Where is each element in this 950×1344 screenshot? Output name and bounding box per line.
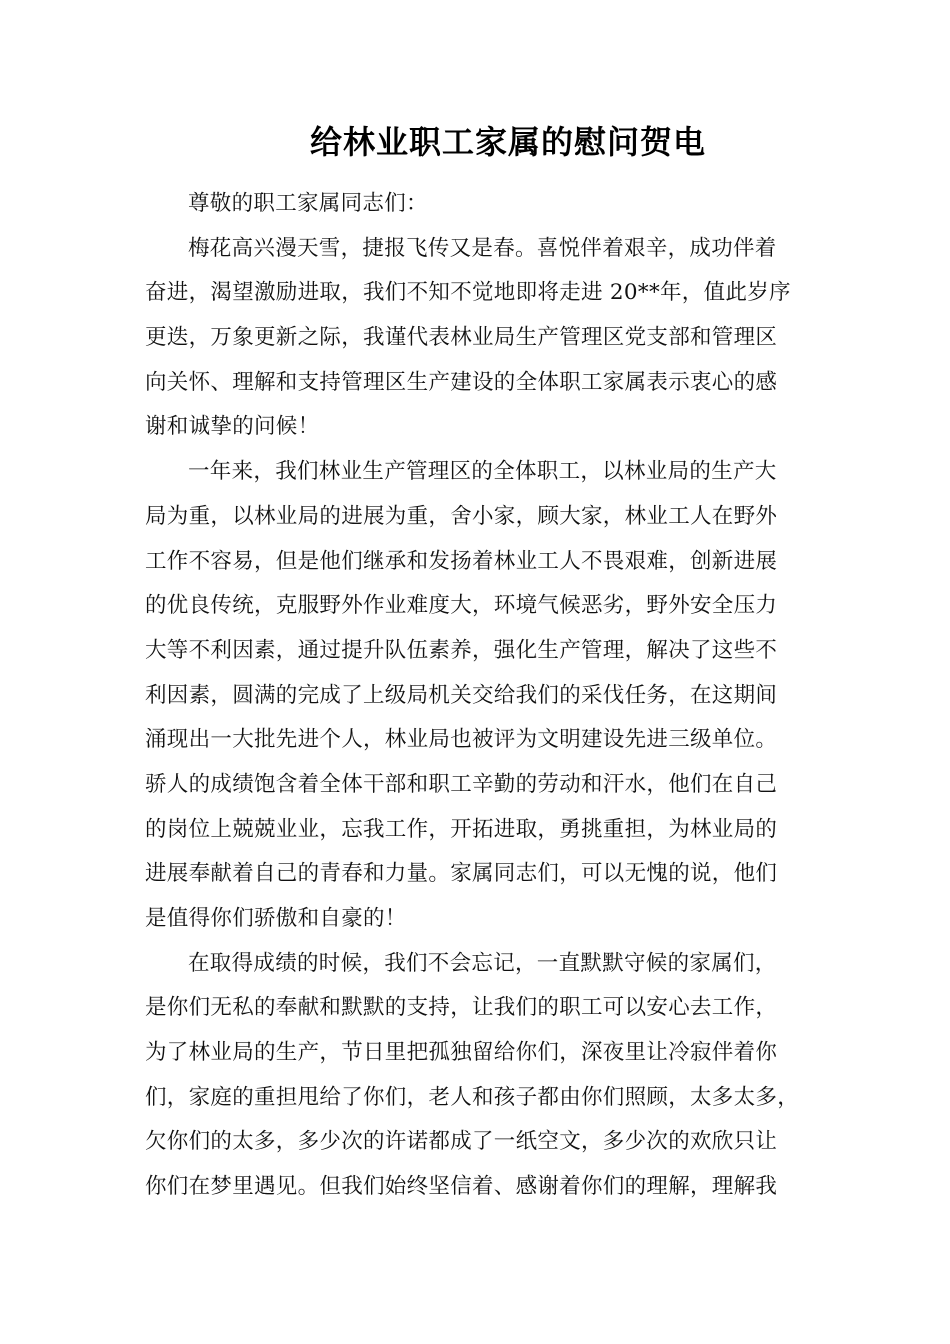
paragraph-line: 们，家庭的重担甩给了你们，老人和孩子都由你们照顾，太多太多， — [145, 1084, 800, 1110]
paragraph-line: 局为重，以林业局的进展为重，舍小家，顾大家，林业工人在野外 — [145, 503, 778, 529]
paragraph-line: 涌现出一大批先进个人，林业局也被评为文明建设先进三级单位。 — [145, 727, 778, 753]
paragraph-line: 利因素，圆满的完成了上级局机关交给我们的采伐任务，在这期间 — [145, 682, 778, 708]
paragraph-line: 奋进，渴望激励进取，我们不知不觉地即将走进 20**年，值此岁序 — [145, 280, 791, 306]
paragraph-line: 梅花高兴漫天雪，捷报飞传又是春。喜悦伴着艰辛，成功伴着 — [188, 235, 777, 261]
paragraph-line: 进展奉献着自己的青春和力量。家属同志们，可以无愧的说，他们 — [145, 861, 778, 887]
paragraph-line: 大等不利因素，通过提升队伍素养，强化生产管理，解决了这些不 — [145, 637, 778, 663]
paragraph-line: 的优良传统，克服野外作业难度大，环境气候恶劣，野外安全压力 — [145, 593, 778, 619]
document-title: 给林业职工家属的慰问贺电 — [309, 123, 706, 161]
paragraph-line: 为了林业局的生产，节日里把孤独留给你们，深夜里让冷寂伴着你 — [145, 1040, 778, 1066]
paragraph-line: 向关怀、理解和支持管理区生产建设的全体职工家属表示衷心的感 — [145, 369, 778, 395]
paragraph-line: 的岗位上兢兢业业，忘我工作，开拓进取，勇挑重担，为林业局的 — [145, 816, 778, 842]
paragraph-line: 欠你们的太多，多少次的许诺都成了一纸空文，多少次的欢欣只让 — [145, 1129, 778, 1155]
document-body — [145, 182, 821, 1210]
paragraph-line: 谢和诚挚的问候！ — [145, 414, 320, 440]
paragraph-line: 工作不容易，但是他们继承和发扬着林业工人不畏艰难，创新进展 — [145, 548, 778, 574]
paragraph-line: 是值得你们骄傲和自豪的！ — [145, 906, 407, 931]
paragraph-line: 你们在梦里遇见。但我们始终坚信着、感谢着你们的理解，理解我 — [145, 1174, 778, 1200]
paragraph-line: 在取得成绩的时候，我们不会忘记，一直默默守候的家属们， — [188, 950, 777, 976]
paragraph-line: 是你们无私的奉献和默默的支持，让我们的职工可以安心去工作， — [145, 995, 778, 1021]
paragraph-line: 更迭，万象更新之际，我谨代表林业局生产管理区党支部和管理区 — [145, 325, 778, 351]
paragraph-line: 骄人的成绩饱含着全体干部和职工辛勤的劳动和汗水，他们在自己 — [145, 771, 778, 797]
salutation: 尊敬的职工家属同志们： — [188, 191, 428, 216]
paragraph-line: 一年来，我们林业生产管理区的全体职工，以林业局的生产大 — [188, 459, 777, 485]
